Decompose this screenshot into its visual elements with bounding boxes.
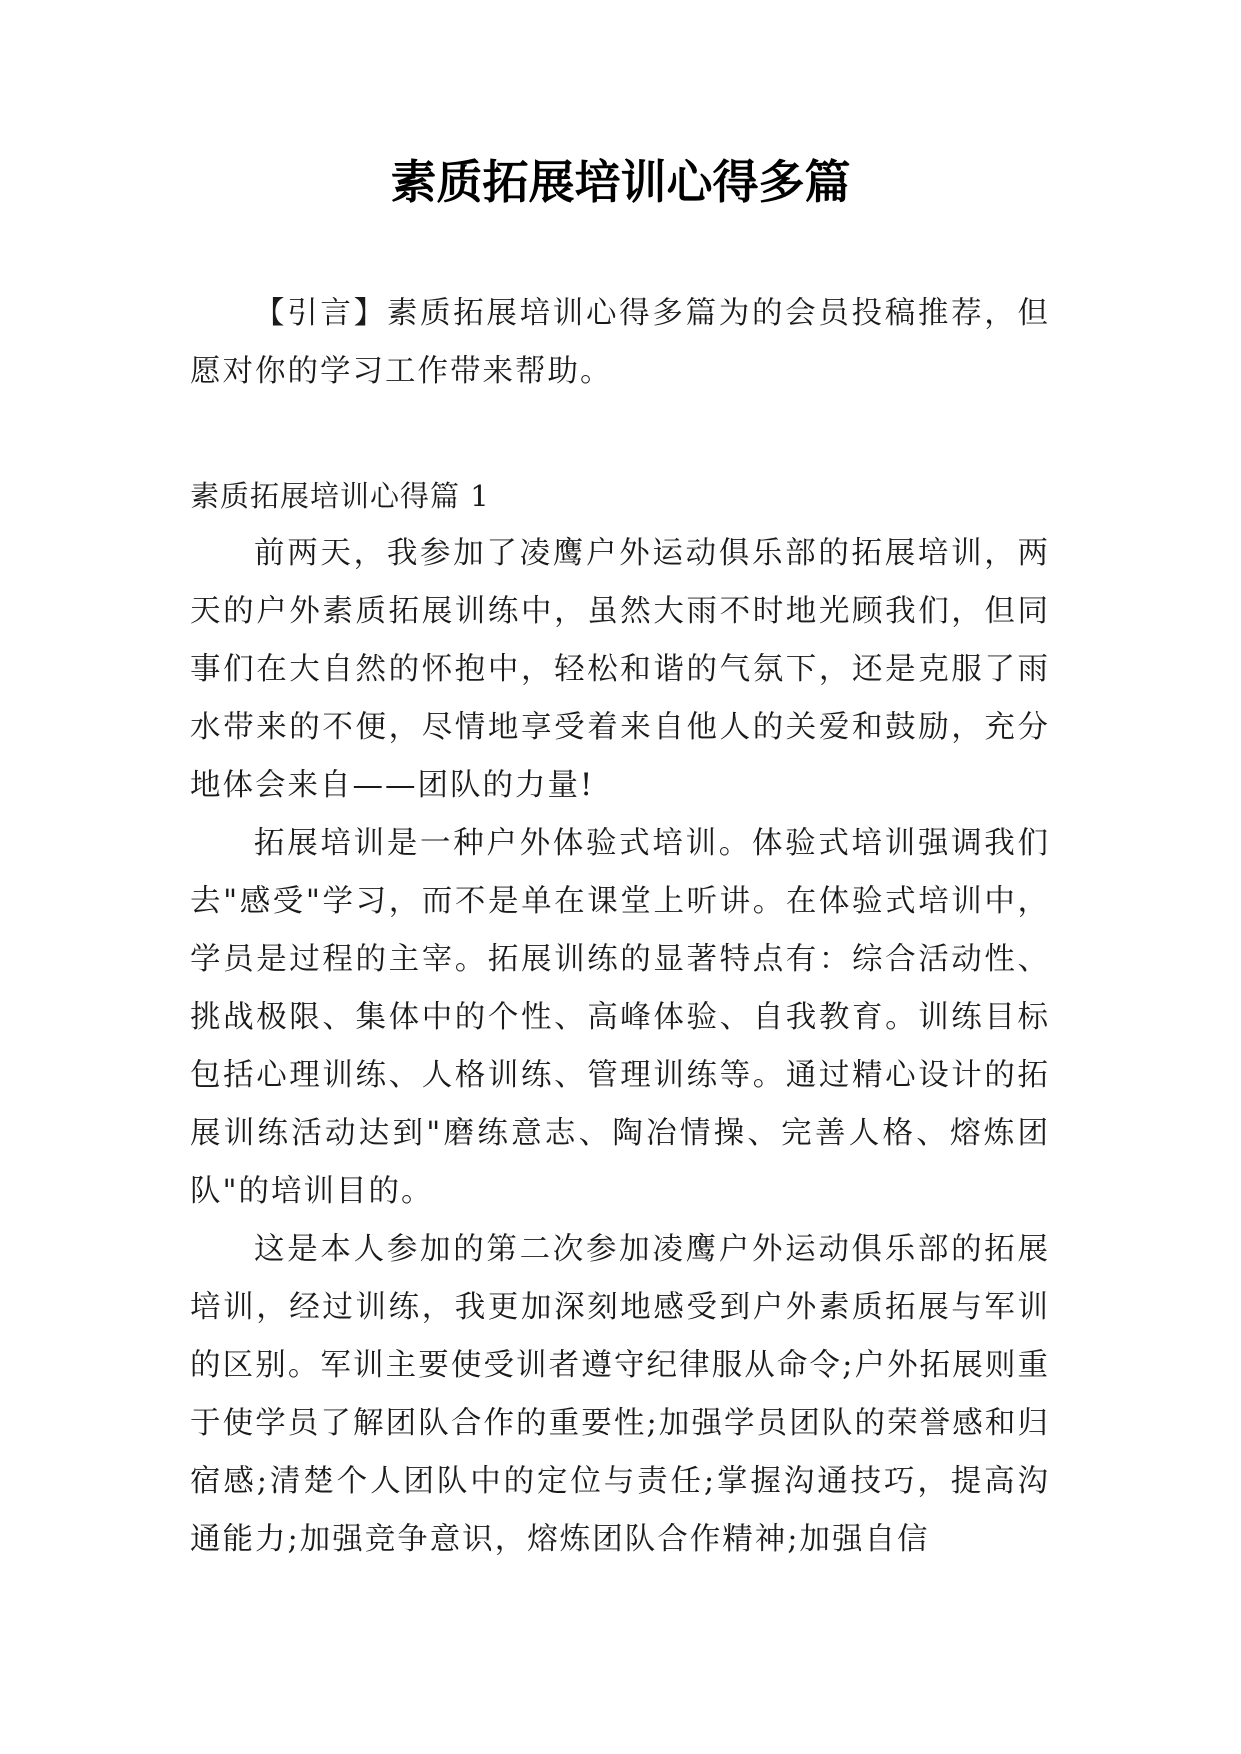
page-title: 素质拓展培训心得多篇 [390, 155, 851, 209]
body-paragraph-3: 这是本人参加的第二次参加凌鹰户外运动俱乐部的拓展培训，经过训练，我更加深刻地感受到户外素质拓展与军训的区别。军训主要使受训者遵守纪律服从命令;户外拓展则重于使学员了解团队合作的重要性;加强学员团队的荣誉感和归宿感;清楚个人团队中的定位与责任;掌握沟通技巧，提高沟通能力;加强竞争意识，熔炼团队合作精神;加强自信 [190, 1232, 1050, 1557]
body-paragraph-2: 拓展培训是一种户外体验式培训。体验式培训强调我们去"感受"学习，而不是单在课堂上听讲。在体验式培训中，学员是过程的主宰。拓展训练的显著特点有：综合活动性、挑战极限、集体中的个性、高峰体验、自我教育。训练目标包括心理训练、人格训练、管理训练等。通过精心设计的拓展训练活动达到"磨练意志、陶冶情操、完善人格、熔炼团队"的培训目的。 [190, 826, 1050, 1209]
intro-paragraph: 【引言】素质拓展培训心得多篇为的会员投稿推荐，但愿对你的学习工作带来帮助。 [190, 296, 1050, 389]
section-heading: 素质拓展培训心得篇 1 [190, 479, 490, 513]
body-paragraph-1: 前两天，我参加了凌鹰户外运动俱乐部的拓展培训，两天的户外素质拓展训练中，虽然大雨不时地光顾我们，但同事们在大自然的怀抱中，轻松和谐的气氛下，还是克服了雨水带来的不便，尽情地享受着来自他人的关爱和鼓励，充分地体会来自——团队的力量! [190, 536, 1050, 803]
